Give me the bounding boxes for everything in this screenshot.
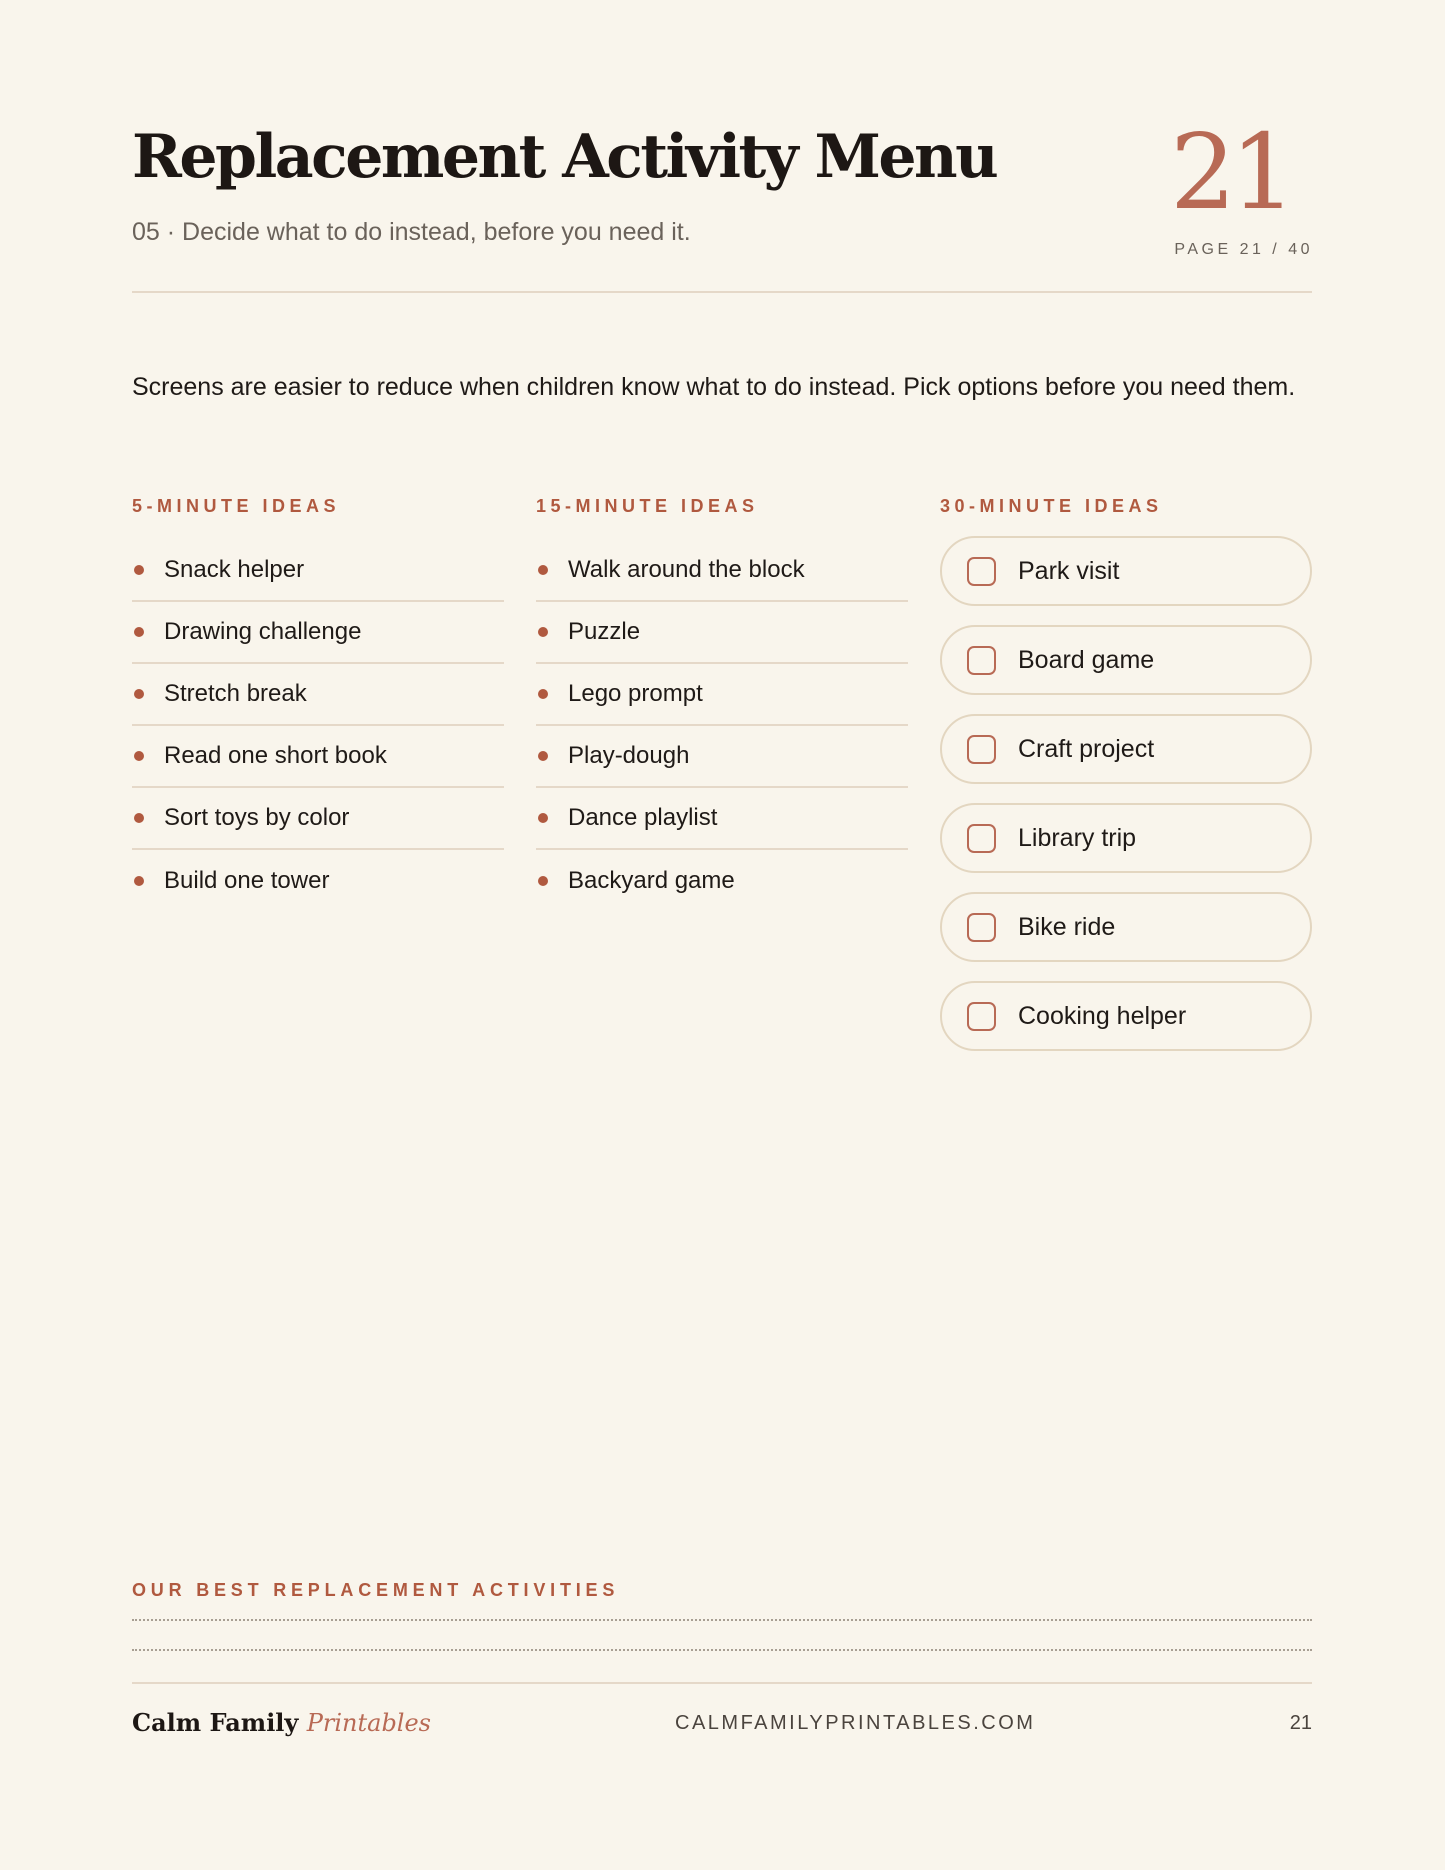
intro-text: Screens are easier to reduce when children know what to do instead. Pick options before you need them.	[132, 373, 1296, 401]
idea-list	[132, 540, 504, 912]
page-number-large: 21	[1170, 111, 1291, 233]
list-item	[536, 664, 908, 726]
checkbox-option[interactable]	[940, 892, 1312, 962]
list-item-label: Build one tower	[164, 867, 330, 894]
checkbox-option[interactable]	[940, 536, 1312, 606]
list-item-label: Backyard game	[568, 867, 735, 894]
checkbox-option[interactable]	[940, 803, 1312, 873]
write-in-line[interactable]	[132, 1619, 1312, 1621]
page-title: Replacement Activity Menu	[132, 122, 997, 192]
checkbox-icon[interactable]	[967, 1002, 996, 1031]
best-activities-heading: OUR BEST REPLACEMENT ACTIVITIES	[132, 1580, 620, 1600]
brand-accent: Printables	[306, 1709, 431, 1737]
footer-page-number: 21	[1289, 1712, 1312, 1734]
list-item-label: Read one short book	[164, 742, 387, 769]
list-item-label: Puzzle	[568, 618, 641, 645]
checkbox-icon[interactable]	[967, 824, 996, 853]
checkbox-icon[interactable]	[967, 735, 996, 764]
page-subtitle: 05 · Decide what to do instead, before you need it.	[132, 218, 691, 246]
list-item-label: Play-dough	[568, 742, 690, 769]
list-item	[536, 602, 908, 664]
bullet-dot-icon	[538, 813, 548, 823]
list-item	[132, 726, 504, 788]
bullet-dot-icon	[134, 876, 144, 886]
checkbox-label: Library trip	[1018, 823, 1137, 852]
idea-list	[536, 540, 908, 912]
checkbox-icon[interactable]	[967, 646, 996, 675]
checkbox-list	[940, 536, 1312, 1051]
checkbox-label: Board game	[1018, 645, 1155, 674]
checkbox-option[interactable]	[940, 714, 1312, 784]
column-30-minute	[940, 494, 1312, 1070]
brand-name: Calm Family	[132, 1708, 299, 1737]
header-divider	[132, 291, 1312, 293]
bullet-dot-icon	[134, 627, 144, 637]
footer-divider	[132, 1682, 1312, 1684]
bullet-dot-icon	[538, 751, 548, 761]
checkbox-option[interactable]	[940, 981, 1312, 1051]
list-item	[536, 788, 908, 850]
list-item	[132, 788, 504, 850]
list-item-label: Drawing challenge	[164, 618, 362, 645]
checkbox-label: Cooking helper	[1018, 1001, 1187, 1030]
write-in-line[interactable]	[132, 1649, 1312, 1651]
list-item	[132, 664, 504, 726]
list-item	[536, 540, 908, 602]
page-of-indicator: PAGE 21 / 40	[1174, 241, 1313, 258]
bullet-dot-icon	[538, 565, 548, 575]
bullet-dot-icon	[538, 876, 548, 886]
bullet-dot-icon	[538, 627, 548, 637]
list-item	[132, 602, 504, 664]
column-heading: 15-MINUTE IDEAS	[536, 496, 759, 516]
bullet-dot-icon	[134, 689, 144, 699]
column-5-minute	[132, 494, 504, 912]
list-item-label: Lego prompt	[568, 680, 703, 707]
checkbox-icon[interactable]	[967, 557, 996, 586]
list-item-label: Stretch break	[164, 680, 307, 707]
list-item	[132, 850, 504, 912]
list-item	[536, 726, 908, 788]
footer-brand	[132, 1708, 431, 1737]
bullet-dot-icon	[134, 813, 144, 823]
list-item-label: Walk around the block	[568, 556, 805, 583]
checkbox-option[interactable]	[940, 625, 1312, 695]
column-15-minute	[536, 494, 908, 912]
checkbox-label: Bike ride	[1018, 912, 1116, 941]
list-item	[536, 850, 908, 912]
checkbox-icon[interactable]	[967, 913, 996, 942]
list-item-label: Sort toys by color	[164, 804, 350, 831]
checkbox-label: Craft project	[1018, 734, 1155, 763]
column-heading: 30-MINUTE IDEAS	[940, 496, 1163, 516]
footer-website[interactable]: CALMFAMILYPRINTABLES.COM	[675, 1712, 1036, 1734]
column-heading: 5-MINUTE IDEAS	[132, 496, 341, 516]
bullet-dot-icon	[538, 689, 548, 699]
list-item	[132, 540, 504, 602]
list-item-label: Snack helper	[164, 556, 305, 583]
bullet-dot-icon	[134, 751, 144, 761]
checkbox-label: Park visit	[1018, 556, 1120, 585]
bullet-dot-icon	[134, 565, 144, 575]
list-item-label: Dance playlist	[568, 804, 718, 831]
